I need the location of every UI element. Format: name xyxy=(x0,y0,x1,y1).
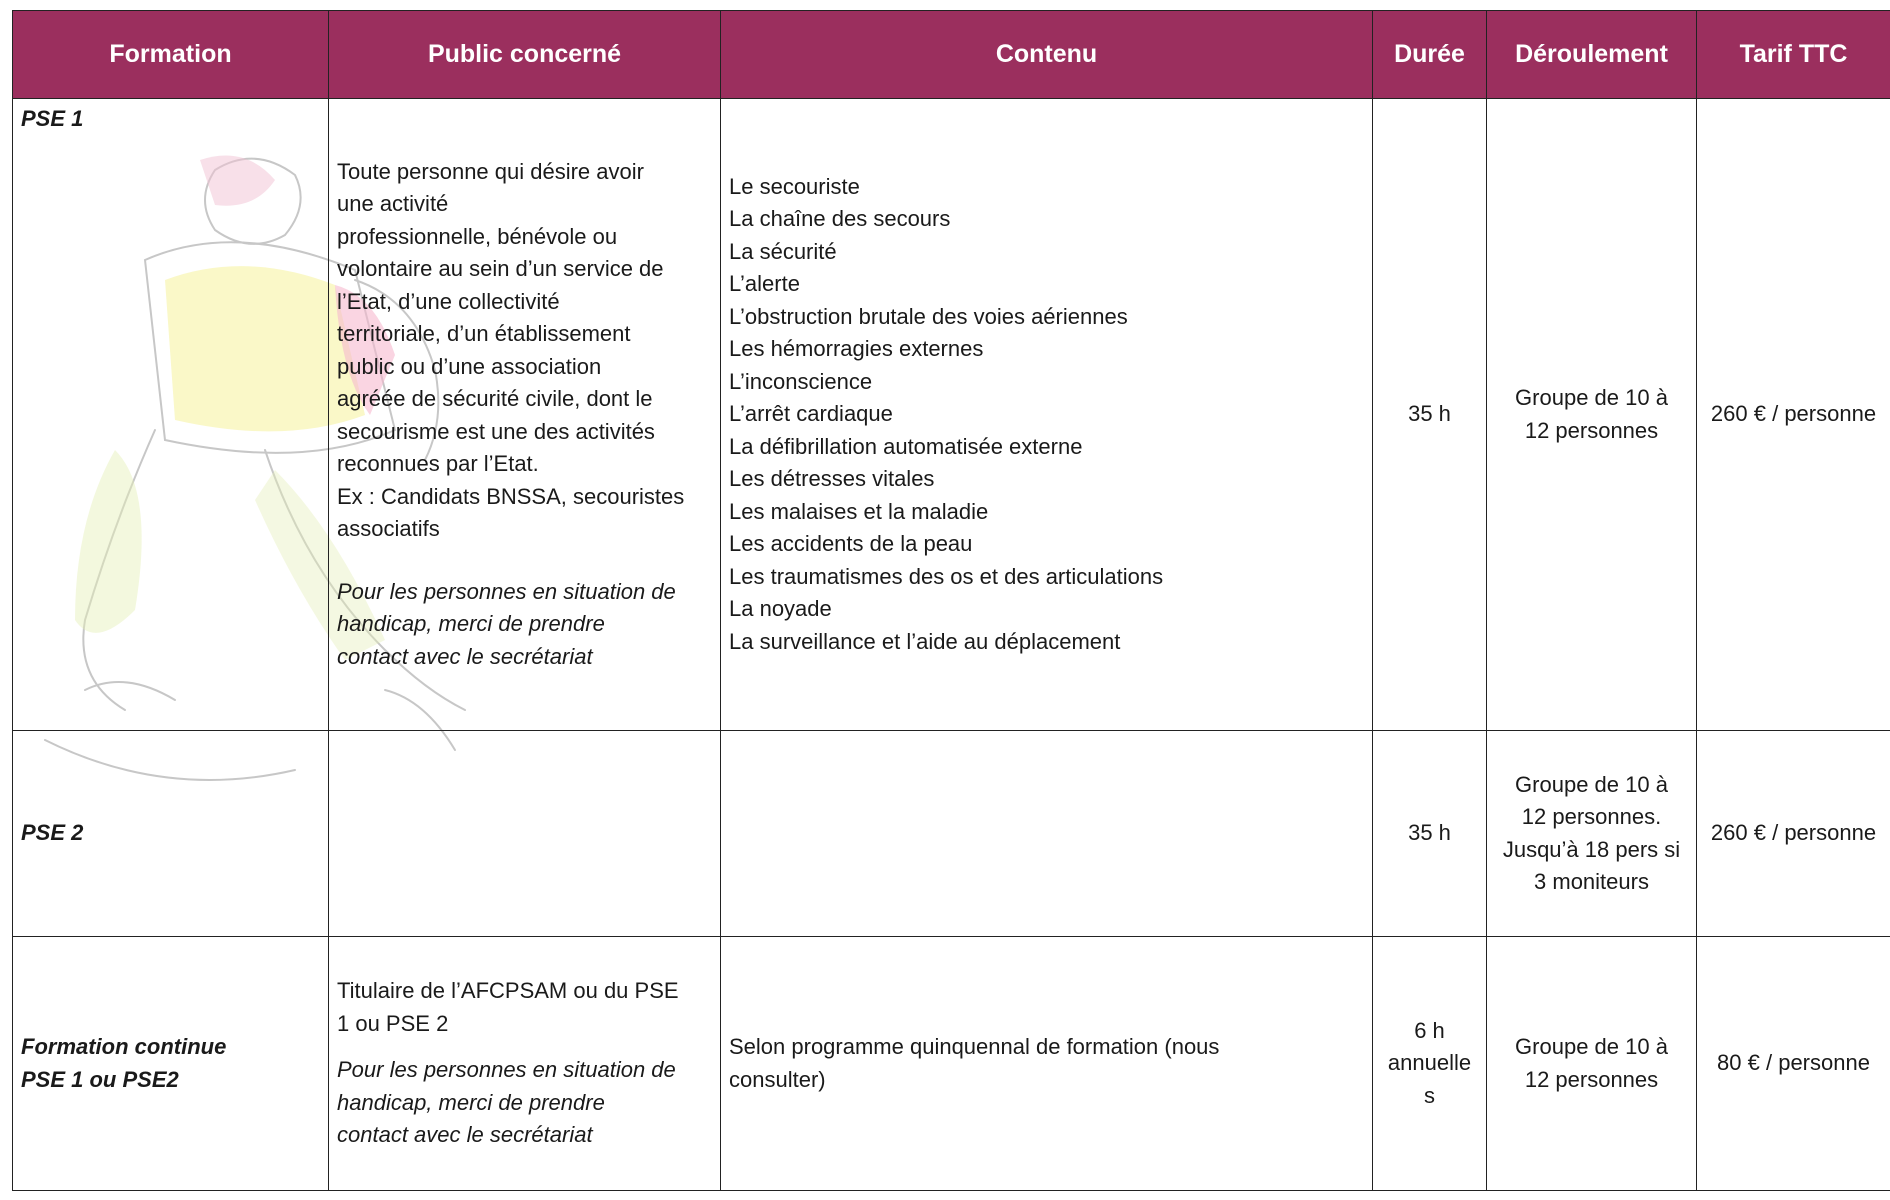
table-row xyxy=(13,99,1890,731)
public-line: professionnelle, bénévole ou xyxy=(337,223,618,249)
duree-line: annuelle xyxy=(1387,1050,1472,1076)
header-deroulement: Déroulement xyxy=(1487,11,1697,99)
public-line: secourisme est une des activités xyxy=(337,418,655,444)
public-line: Titulaire de l’AFCPSAM ou du PSE xyxy=(337,978,679,1004)
contenu-item: La sécurité xyxy=(729,238,837,264)
public-line: une activité xyxy=(337,191,449,217)
public-cell xyxy=(329,937,721,1191)
deroulement-line: 12 personnes xyxy=(1524,417,1659,443)
handicap-note-line: Pour les personnes en situation de xyxy=(337,578,676,604)
deroulement-line: 12 personnes xyxy=(1524,1066,1659,1092)
contenu-item: Les malaises et la maladie xyxy=(729,498,989,524)
contenu-item: L’obstruction brutale des voies aériennes xyxy=(729,303,1128,329)
deroulement-line: 3 moniteurs xyxy=(1534,869,1649,894)
deroulement-cell xyxy=(1487,731,1697,937)
contenu-item: Les hémorragies externes xyxy=(729,336,984,362)
deroulement-line: Groupe de 10 à xyxy=(1515,385,1668,410)
training-table xyxy=(12,10,1890,1191)
duree-cell: 35 h xyxy=(1373,99,1487,731)
formation-line: PSE 1 ou PSE2 xyxy=(21,1066,179,1092)
contenu-item: La noyade xyxy=(729,596,832,622)
contenu-line: consulter) xyxy=(729,1066,826,1092)
deroulement-cell xyxy=(1487,937,1697,1191)
table-row xyxy=(13,937,1890,1191)
contenu-item: La défibrillation automatisée externe xyxy=(729,433,1083,459)
handicap-note-line: handicap, merci de prendre xyxy=(337,611,605,637)
contenu-item: L’alerte xyxy=(729,271,800,297)
contenu-cell xyxy=(721,731,1373,937)
formation-cell: PSE 2 xyxy=(13,731,329,937)
table-row xyxy=(13,731,1890,937)
formation-line: Formation continue xyxy=(21,1034,227,1059)
header-public: Public concerné xyxy=(329,11,721,99)
contenu-cell xyxy=(721,937,1373,1191)
handicap-note-line: contact avec le secrétariat xyxy=(337,643,593,669)
duree-cell xyxy=(1373,937,1487,1191)
contenu-cell xyxy=(721,99,1373,731)
contenu-item: Les détresses vitales xyxy=(729,466,935,492)
contenu-item: L’inconscience xyxy=(729,368,873,394)
contenu-item: Les accidents de la peau xyxy=(729,531,973,557)
contenu-item: Le secouriste xyxy=(729,173,860,199)
header-contenu: Contenu xyxy=(721,11,1373,99)
header-duree: Durée xyxy=(1373,11,1487,99)
public-line: reconnues par l’Etat. xyxy=(337,451,539,477)
spacer xyxy=(337,1040,712,1054)
public-line: Ex : Candidats BNSSA, secouristes xyxy=(337,483,685,509)
contenu-item: Les traumatismes des os et des articulations xyxy=(729,563,1164,589)
deroulement-line: Groupe de 10 à xyxy=(1515,771,1668,797)
formation-cell xyxy=(13,937,329,1191)
deroulement-line: 12 personnes. xyxy=(1521,804,1662,829)
header-tarif: Tarif TTC xyxy=(1697,11,1890,99)
contenu-list xyxy=(729,171,1364,659)
duree-cell: 35 h xyxy=(1373,731,1487,937)
public-line: Toute personne qui désire avoir xyxy=(337,158,644,184)
tarif-cell: 260 € / personne xyxy=(1697,731,1890,937)
public-line: 1 ou PSE 2 xyxy=(337,1010,449,1036)
public-cell xyxy=(329,731,721,937)
public-line: volontaire au sein d’un service de xyxy=(337,256,664,282)
public-line: territoriale, d’un établissement xyxy=(337,321,631,347)
header-formation: Formation xyxy=(13,11,329,99)
public-cell xyxy=(329,99,721,731)
deroulement-line: Groupe de 10 à xyxy=(1515,1034,1668,1059)
public-line: public ou d’une association xyxy=(337,353,602,379)
contenu-item: La chaîne des secours xyxy=(729,206,951,232)
public-line: l’Etat, d’une collectivité xyxy=(337,288,560,314)
contenu-line: Selon programme quinquennal de formation (nous xyxy=(729,1034,1220,1059)
handicap-note-line: handicap, merci de prendre xyxy=(337,1089,605,1115)
handicap-note-line: contact avec le secrétariat xyxy=(337,1122,593,1148)
duree-line: 6 h xyxy=(1414,1017,1445,1043)
deroulement-line: Jusqu’à 18 pers si xyxy=(1502,836,1681,862)
spacer xyxy=(337,546,712,576)
public-line: agréée de sécurité civile, dont le xyxy=(337,386,653,412)
table-header-row xyxy=(13,11,1890,99)
deroulement-cell xyxy=(1487,99,1697,731)
formation-cell: PSE 1 xyxy=(13,99,329,731)
tarif-cell: 80 € / personne xyxy=(1697,937,1890,1191)
contenu-item: La surveillance et l’aide au déplacement xyxy=(729,628,1121,654)
duree-line: s xyxy=(1424,1082,1435,1108)
contenu-item: L’arrêt cardiaque xyxy=(729,401,893,427)
tarif-cell: 260 € / personne xyxy=(1697,99,1890,731)
public-line: associatifs xyxy=(337,516,440,542)
handicap-note-line: Pour les personnes en situation de xyxy=(337,1057,676,1083)
